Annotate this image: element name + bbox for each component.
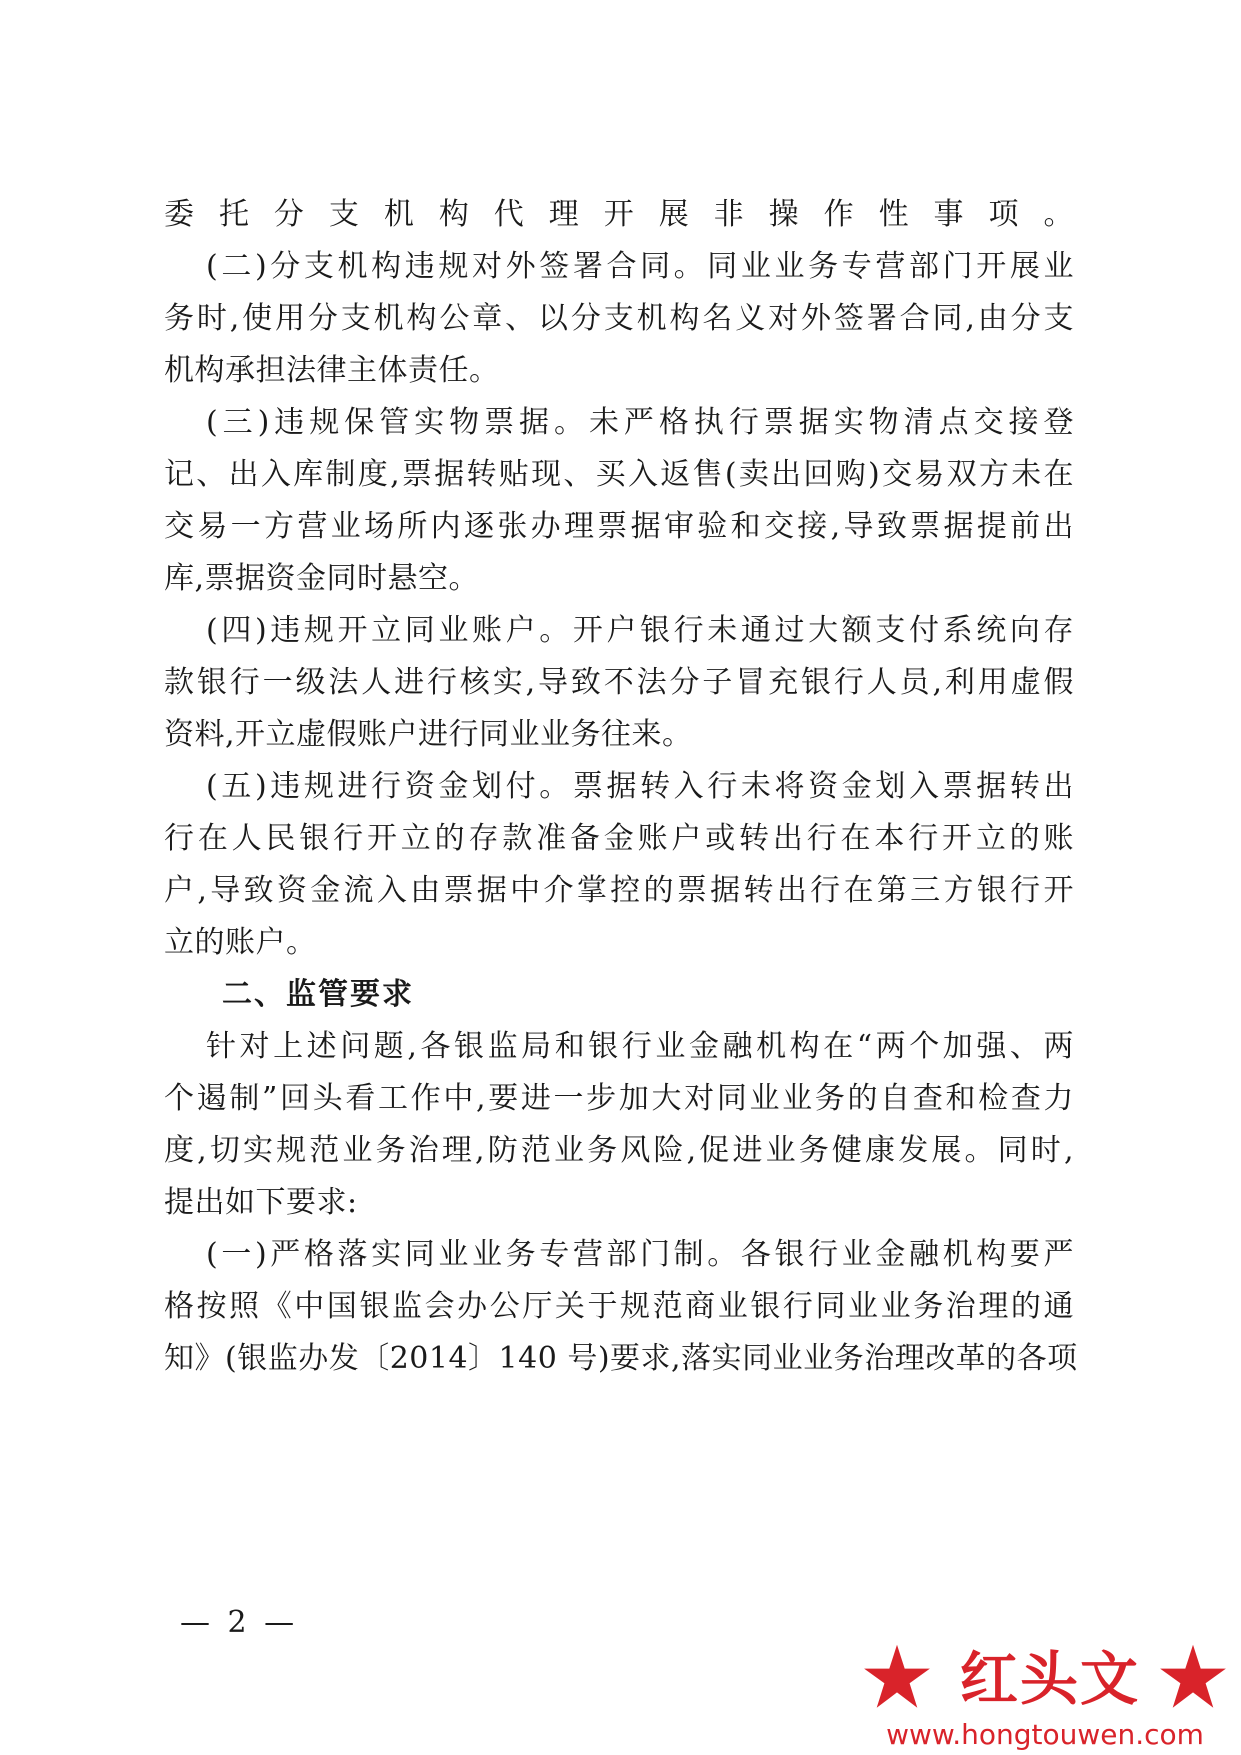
star-icon — [1158, 1642, 1228, 1712]
text-line: 机构承担法律主体责任。 — [164, 353, 500, 388]
star-icon — [862, 1642, 932, 1712]
text-line: 款银行一级法人进行核实,导致不法分子冒充银行人员,利用虚假 — [164, 665, 1074, 700]
page-number: — 2 — — [180, 1605, 299, 1640]
watermark-title-row — [850, 1642, 1240, 1717]
text-line: 行在人民银行开立的存款准备金账户或转出行在本行开立的账 — [164, 821, 1074, 856]
text-line: 格按照《中国银监会办公厅关于规范商业银行同业业务治理的通 — [164, 1289, 1074, 1324]
paragraph-first-line: (一)严格落实同业业务专营部门制。各银行业金融机构要严 — [206, 1237, 1074, 1272]
paragraph-first-line: (二)分支机构违规对外签署合同。同业业务专营部门开展业 — [206, 249, 1074, 284]
text-line: 知》(银监办发〔2014〕140 号)要求,落实同业业务治理改革的各项 — [164, 1341, 1078, 1376]
text-line: 户,导致资金流入由票据中介掌控的票据转出行在第三方银行开 — [164, 873, 1074, 908]
paragraph-first-line: (三)违规保管实物票据。未严格执行票据实物清点交接登 — [206, 405, 1074, 440]
text-line: 个遏制”回头看工作中,要进一步加大对同业业务的自查和检查力 — [164, 1081, 1074, 1116]
section-heading: 二、监管要求 — [222, 977, 414, 1012]
text-line: 务时,使用分支机构公章、以分支机构名义对外签署合同,由分支 — [164, 301, 1074, 336]
watermark-title: 红头文 — [959, 1645, 1140, 1713]
text-line: 立的账户。 — [164, 925, 317, 960]
paragraph-first-line: 针对上述问题,各银监局和银行业金融机构在“两个加强、两 — [206, 1029, 1074, 1064]
watermark — [850, 1640, 1240, 1755]
text-line: 记、出入库制度,票据转贴现、买入返售(卖出回购)交易双方未在 — [164, 457, 1074, 492]
text-line: 交易一方营业场所内逐张办理票据审验和交接,导致票据提前出 — [164, 509, 1074, 544]
paragraph-first-line: (五)违规进行资金划付。票据转入行未将资金划入票据转出 — [206, 769, 1074, 804]
text-line: 库,票据资金同时悬空。 — [164, 561, 480, 596]
text-line: 度,切实规范业务治理,防范业务风险,促进业务健康发展。同时, — [164, 1133, 1074, 1168]
watermark-url: www.hongtouwen.com — [886, 1718, 1204, 1751]
text-line: 委托分支机构代理开展非操作性事项。 — [164, 197, 1074, 232]
paragraph-first-line: (四)违规开立同业账户。开户银行未通过大额支付系统向存 — [206, 613, 1074, 648]
text-line: 提出如下要求: — [164, 1185, 358, 1220]
text-line: 资料,开立虚假账户进行同业业务往来。 — [164, 717, 693, 752]
